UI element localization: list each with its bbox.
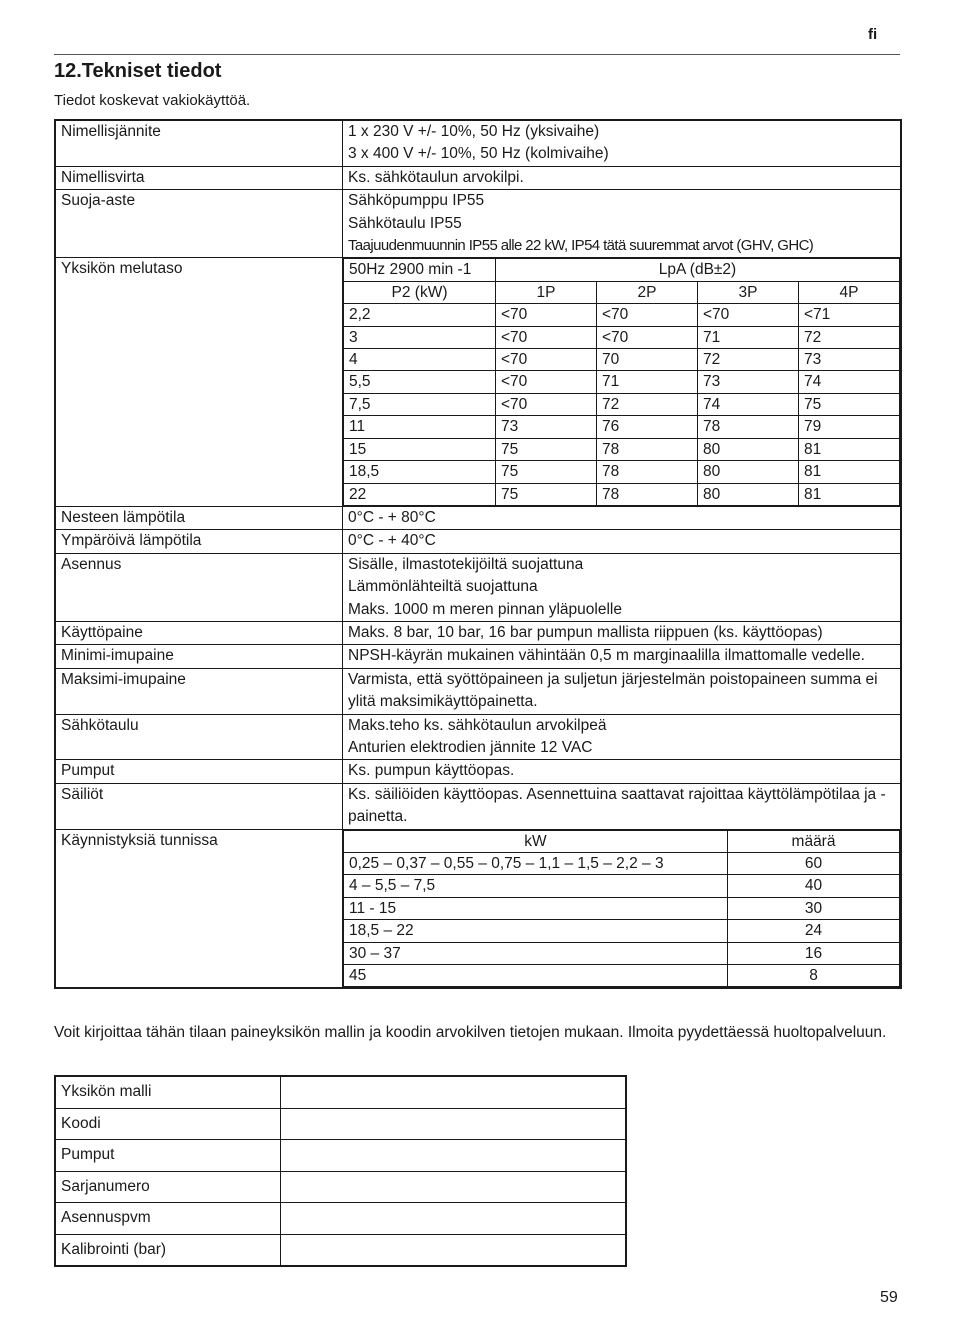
spec-value [343,714,902,760]
table-cell: 70 [597,349,698,371]
spec-value [343,553,902,621]
spec-row-melutaso [55,258,901,506]
table-cell: 75 [496,461,597,483]
table-cell: 18,5 – 22 [344,920,728,942]
table-cell: 7,5 [344,393,496,415]
table-cell: 3 [344,326,496,348]
noise-level-table [343,258,900,505]
record-label: Koodi [55,1108,280,1140]
record-label: Sarjanumero [55,1171,280,1203]
table-cell: 73 [496,416,597,438]
record-value-field[interactable] [280,1203,626,1235]
table-row [344,371,900,393]
table-cell: 22 [344,483,496,505]
table-cell: <70 [496,304,597,326]
table-cell: <71 [799,304,900,326]
spec-line: 3 x 400 V +/- 10%, 50 Hz (kolmivaihe) [348,145,609,163]
table-cell: 71 [597,371,698,393]
noise-column-header: 2P [597,281,698,303]
record-value-field[interactable] [280,1234,626,1266]
record-row [55,1076,626,1108]
spec-row-kayttopaine [55,621,901,644]
noise-column-header: 4P [799,281,900,303]
spec-row-nesteen-lampotila [55,506,901,529]
spec-label: Suoja-aste [55,190,343,258]
table-row [344,326,900,348]
table-cell: 60 [728,853,900,875]
table-cell: 81 [799,483,900,505]
table-cell: 24 [728,920,900,942]
spec-row-ymparoiva-lampotila [55,530,901,553]
spec-value: NPSH-käyrän mukainen vähintään 0,5 m marginaalilla ilmattomalle vedelle. [343,645,902,668]
table-row [344,461,900,483]
noise-columns-row [344,281,900,303]
table-row [344,965,900,987]
unit-record-table [54,1075,627,1267]
table-cell: 80 [698,483,799,505]
record-row [55,1171,626,1203]
table-cell: 75 [496,483,597,505]
table-cell: 8 [728,965,900,987]
table-cell: 45 [344,965,728,987]
table-row [344,875,900,897]
record-instructions: Voit kirjoittaa tähän tilaan paineyksikön mallin ja koodin arvokilven tietojen mukaan. Ilmoita pyydettäessä huoltopalveluun. [54,1024,887,1041]
table-cell: 15 [344,438,496,460]
starts-per-hour-table [343,830,900,988]
table-row [344,483,900,505]
table-row [344,897,900,919]
table-cell: 73 [799,349,900,371]
record-row [55,1108,626,1140]
record-label: Kalibrointi (bar) [55,1234,280,1266]
noise-column-header: 1P [496,281,597,303]
spec-label: Käynnistyksiä tunnissa [55,829,343,988]
table-cell: 80 [698,461,799,483]
starts-column-header: määrä [728,830,900,852]
table-cell: 81 [799,438,900,460]
table-cell: 80 [698,438,799,460]
spec-label: Maksimi-imupaine [55,668,343,714]
noise-level-cell [343,258,902,506]
spec-line: Maks.teho ks. sähkötaulun arvokilpeä [348,716,607,734]
table-cell: 16 [728,942,900,964]
record-row [55,1140,626,1172]
spec-label: Säiliöt [55,783,343,829]
table-cell: 75 [496,438,597,460]
noise-column-header: 3P [698,281,799,303]
page-number: 59 [880,1289,898,1306]
table-cell: 0,25 – 0,37 – 0,55 – 0,75 – 1,1 – 1,5 – 2,2 – 3 [344,853,728,875]
table-row [344,853,900,875]
spec-label: Nimellisvirta [55,166,343,189]
table-cell: 18,5 [344,461,496,483]
spec-value: 0°C - + 80°C [343,506,902,529]
table-cell: 4 – 5,5 – 7,5 [344,875,728,897]
table-cell: 40 [728,875,900,897]
spec-label: Pumput [55,760,343,783]
table-cell: 74 [698,393,799,415]
spec-value: 0°C - + 40°C [343,530,902,553]
spec-row-nimellisjannite [55,120,901,166]
spec-line: Taajuudenmuunnin IP55 alle 22 kW, IP54 tätä suuremmat arvot (GHV, GHC) [348,237,814,255]
spec-row-minimi-imupaine [55,645,901,668]
noise-header-lpa: LpA (dB±2) [496,259,900,281]
table-cell: 78 [698,416,799,438]
spec-row-kaynnistyksia [55,829,901,988]
spec-label: Ympäröivä lämpötila [55,530,343,553]
table-cell: 78 [597,438,698,460]
table-cell: 11 - 15 [344,897,728,919]
spec-line: Sähköpumppu IP55 [348,192,485,210]
spec-line: Lämmönlähteiltä suojattuna [348,578,538,596]
spec-row-nimellisvirta [55,166,901,189]
table-cell: 76 [597,416,698,438]
starts-per-hour-cell [343,829,902,988]
table-cell: 30 – 37 [344,942,728,964]
table-cell: 81 [799,461,900,483]
record-row [55,1234,626,1266]
record-row [55,1203,626,1235]
table-cell: 72 [698,349,799,371]
section-title: 12.Tekniset tiedot [54,60,222,82]
table-cell: 72 [799,326,900,348]
spec-row-suoja-aste [55,190,901,258]
spec-value [343,190,902,258]
spec-line: Maks. 1000 m meren pinnan yläpuolelle [348,600,622,618]
spec-line: Anturien elektrodien jännite 12 VAC [348,738,593,756]
spec-row-asennus [55,553,901,621]
spec-value: Maks. 8 bar, 10 bar, 16 bar pumpun mallista riippuen (ks. käyttöopas) [343,621,902,644]
spec-row-sailiot [55,783,901,829]
noise-column-header: P2 (kW) [344,281,496,303]
table-row [344,920,900,942]
table-cell: 73 [698,371,799,393]
spec-value [343,120,902,166]
table-cell: 75 [799,393,900,415]
record-value-field[interactable] [280,1140,626,1172]
spec-row-pumput [55,760,901,783]
record-value-field[interactable] [280,1076,626,1108]
noise-header-frequency: 50Hz 2900 min -1 [344,259,496,281]
table-cell: 30 [728,897,900,919]
table-cell: 72 [597,393,698,415]
table-cell: <70 [496,326,597,348]
table-cell: <70 [597,304,698,326]
spec-line: Sähkötaulu IP55 [348,214,462,232]
spec-label: Yksikön melutaso [55,258,343,506]
table-cell: <70 [496,393,597,415]
record-value-field[interactable] [280,1171,626,1203]
spec-label: Nesteen lämpötila [55,506,343,529]
spec-value: Ks. pumpun käyttöopas. [343,760,902,783]
record-label: Asennuspvm [55,1203,280,1235]
section-intro: Tiedot koskevat vakiokäyttöä. [54,92,251,109]
table-cell: 5,5 [344,371,496,393]
table-cell: 11 [344,416,496,438]
spec-value: Ks. sähkötaulun arvokilpi. [343,166,902,189]
header-divider [54,54,900,55]
starts-columns-row [344,830,900,852]
table-cell: <70 [698,304,799,326]
spec-value: Ks. säiliöiden käyttöopas. Asennettuina saattavat rajoittaa käyttölämpötilaa ja -painetta. [343,783,902,829]
spec-line: Sisälle, ilmastotekijöiltä suojattuna [348,555,584,573]
table-row [344,438,900,460]
language-code: fi [868,26,878,43]
table-row [344,416,900,438]
starts-column-header: kW [344,830,728,852]
table-cell: <70 [597,326,698,348]
spec-label: Asennus [55,553,343,621]
table-cell: <70 [496,349,597,371]
record-value-field[interactable] [280,1108,626,1140]
table-cell: 78 [597,461,698,483]
table-cell: 4 [344,349,496,371]
table-cell: 79 [799,416,900,438]
spec-row-sahkotaulu [55,714,901,760]
record-label: Pumput [55,1140,280,1172]
table-row [344,942,900,964]
table-cell: <70 [496,371,597,393]
spec-line: 1 x 230 V +/- 10%, 50 Hz (yksivaihe) [348,123,600,140]
spec-value: Varmista, että syöttöpaineen ja suljetun järjestelmän poistopaineen summa ei ylitä maksimikäyttöpainetta. [343,668,902,714]
spec-label: Nimellisjännite [55,120,343,166]
record-label: Yksikön malli [55,1076,280,1108]
table-row [344,349,900,371]
spec-label: Minimi-imupaine [55,645,343,668]
table-cell: 78 [597,483,698,505]
table-cell: 74 [799,371,900,393]
spec-row-maksimi-imupaine [55,668,901,714]
spec-label: Käyttöpaine [55,621,343,644]
spec-label: Sähkötaulu [55,714,343,760]
table-cell: 71 [698,326,799,348]
table-row [344,393,900,415]
technical-data-table [54,119,902,989]
table-row [344,304,900,326]
noise-header-row [344,259,900,281]
table-cell: 2,2 [344,304,496,326]
